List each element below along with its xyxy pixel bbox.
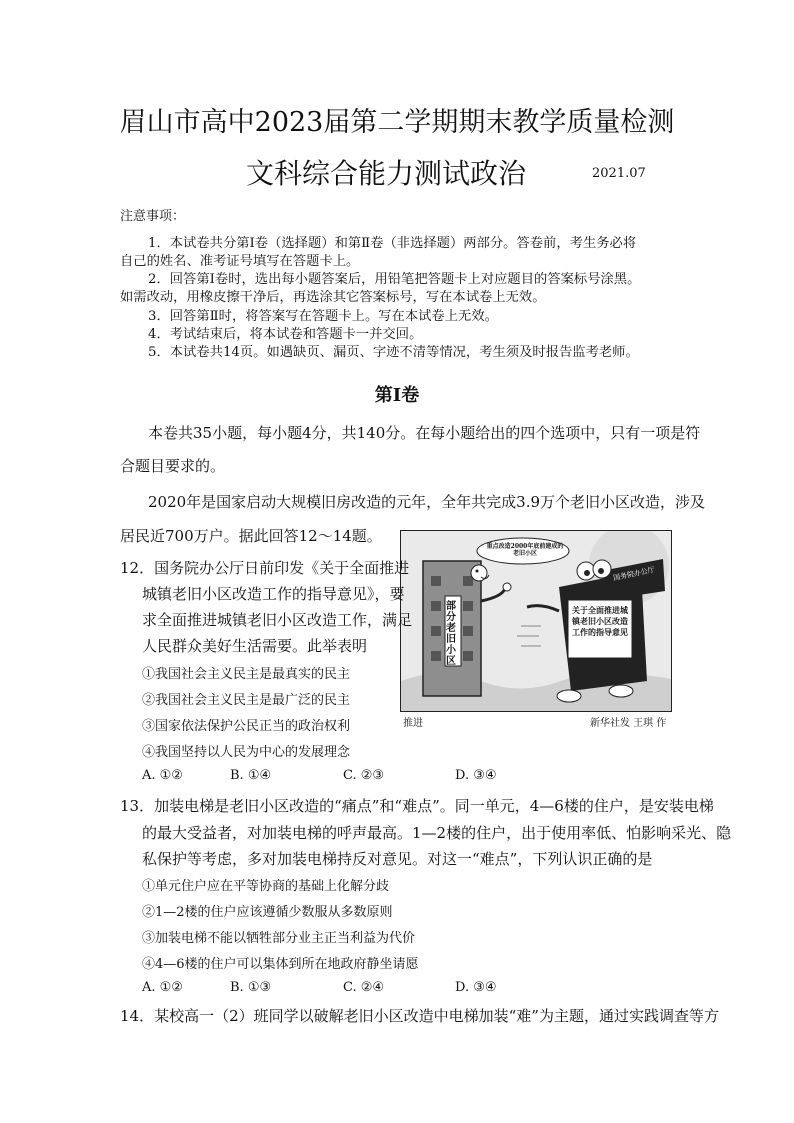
q14-stem-line-1: 14．某校高一（2）班同学以破解老旧小区改造中电梯加装“难”为主题，通过实践调查等方 bbox=[120, 1007, 719, 1025]
cartoon-building-text: 部分老旧小区 bbox=[446, 601, 456, 667]
q13-stem-line-3: 私保护等考虑，多对加装电梯持反对意见。对这一“难点”，下列认识正确的是 bbox=[142, 850, 653, 868]
q13-item-3: ③加装电梯不能以牺牲部分业主正当利益为代价 bbox=[142, 931, 416, 946]
note-line-6: 4．考试结束后，将本试卷和答题卡一并交回。 bbox=[148, 327, 423, 342]
exam-subtitle: 文科综合能力测试政治 bbox=[246, 157, 527, 190]
section-intro-line-2: 合题目要求的。 bbox=[120, 457, 226, 475]
cartoon-illustration bbox=[401, 531, 671, 711]
q12-option-d: D. ③④ bbox=[455, 768, 497, 783]
cartoon-document-text: 关于全面推进城镇老旧小区改造工作的指导意见 bbox=[572, 605, 628, 637]
q12-item-1: ①我国社会主义民主是最真实的民主 bbox=[142, 667, 351, 682]
q12-stem-line-1: 12．国务院办公厅日前印发《关于全面推进 bbox=[120, 559, 410, 577]
passage-line-1: 2020年是国家启动大规模旧房改造的元年，全年共完成3.9万个老旧小区改造，涉及 bbox=[148, 493, 706, 511]
note-line-4: 如需改动，用橡皮擦干净后，再选涂其它答案标号，写在本试卷上无效。 bbox=[120, 290, 546, 305]
q12-stem-line-3: 求全面推进城镇老旧小区改造工作，满足 bbox=[142, 611, 413, 629]
note-line-1: 1．本试卷共分第Ⅰ卷（选择题）和第Ⅱ卷（非选择题）两部分。答卷前，考生务必将 bbox=[148, 236, 637, 251]
cartoon-figure bbox=[400, 530, 672, 712]
q13-item-1: ①单元住户应在平等协商的基础上化解分歧 bbox=[142, 879, 390, 894]
q12-stem-line-2: 城镇老旧小区改造工作的指导意见》，要 bbox=[142, 585, 405, 603]
q12-item-2: ②我国社会主义民主是最广泛的民主 bbox=[142, 693, 351, 708]
note-line-3: 2．回答第Ⅰ卷时，选出每小题答案后，用铅笔把答题卡上对应题目的答案标号涂黑。 bbox=[148, 272, 641, 287]
section-intro-line-1: 本卷共35小题，每小题4分，共140分。在每小题给出的四个选项中，只有一项是符 bbox=[148, 424, 701, 442]
figure-caption-left: 推进 bbox=[403, 718, 423, 729]
figure-caption-right: 新华社发 王琪 作 bbox=[590, 718, 667, 729]
exam-title: 眉山市高中2023届第二学期期末教学质量检测 bbox=[119, 107, 675, 138]
q12-option-c: C. ②③ bbox=[343, 768, 385, 783]
q12-item-4: ④我国坚持以人民为中心的发展理念 bbox=[142, 745, 351, 760]
q12-stem-line-4: 人民群众美好生活需要。此举表明 bbox=[142, 637, 368, 655]
q13-item-2: ②1—2楼的住户应该遵循少数服从多数原则 bbox=[142, 905, 393, 920]
notes-heading: 注意事项： bbox=[120, 209, 186, 224]
note-line-5: 3．回答第Ⅱ时，将答案写在答题卡上。写在本试卷上无效。 bbox=[148, 309, 498, 324]
note-line-2: 自己的姓名、准考证号填写在答题卡上。 bbox=[120, 254, 360, 269]
q12-item-3: ③国家依法保护公民正当的政治权利 bbox=[142, 719, 351, 734]
q13-stem-line-2: 的最大受益者，对加装电梯的呼声最高。1—2楼的住户，出于使用率低、怕影响采光、隐 bbox=[142, 824, 732, 842]
q12-option-b: B. ①④ bbox=[230, 768, 272, 783]
section-title: 第Ⅰ卷 bbox=[374, 385, 420, 406]
q13-option-a: A. ①② bbox=[142, 980, 183, 995]
exam-date: 2021.07 bbox=[592, 166, 646, 181]
q13-option-d: D. ③④ bbox=[455, 980, 497, 995]
q13-option-b: B. ①③ bbox=[230, 980, 272, 995]
q13-item-4: ④4—6楼的住户可以集体到所在地政府静坐请愿 bbox=[142, 957, 419, 972]
note-line-7: 5．本试卷共14页。如遇缺页、漏页、字迹不清等情况，考生须及时报告监考老师。 bbox=[148, 345, 639, 360]
q12-option-a: A. ①② bbox=[142, 768, 183, 783]
cartoon-bubble-text: 重点改造2000年底前建成的老旧小区 bbox=[486, 543, 564, 557]
q13-stem-line-1: 13．加装电梯是老旧小区改造的“痛点”和“难点”。同一单元，4—6楼的住户，是安装电梯 bbox=[120, 797, 714, 815]
passage-line-2: 居民近700万户。据此回答12～14题。 bbox=[120, 527, 382, 545]
q13-option-c: C. ②④ bbox=[343, 980, 385, 995]
cartoon-banner-text: 国务院办公厅 bbox=[612, 565, 656, 583]
